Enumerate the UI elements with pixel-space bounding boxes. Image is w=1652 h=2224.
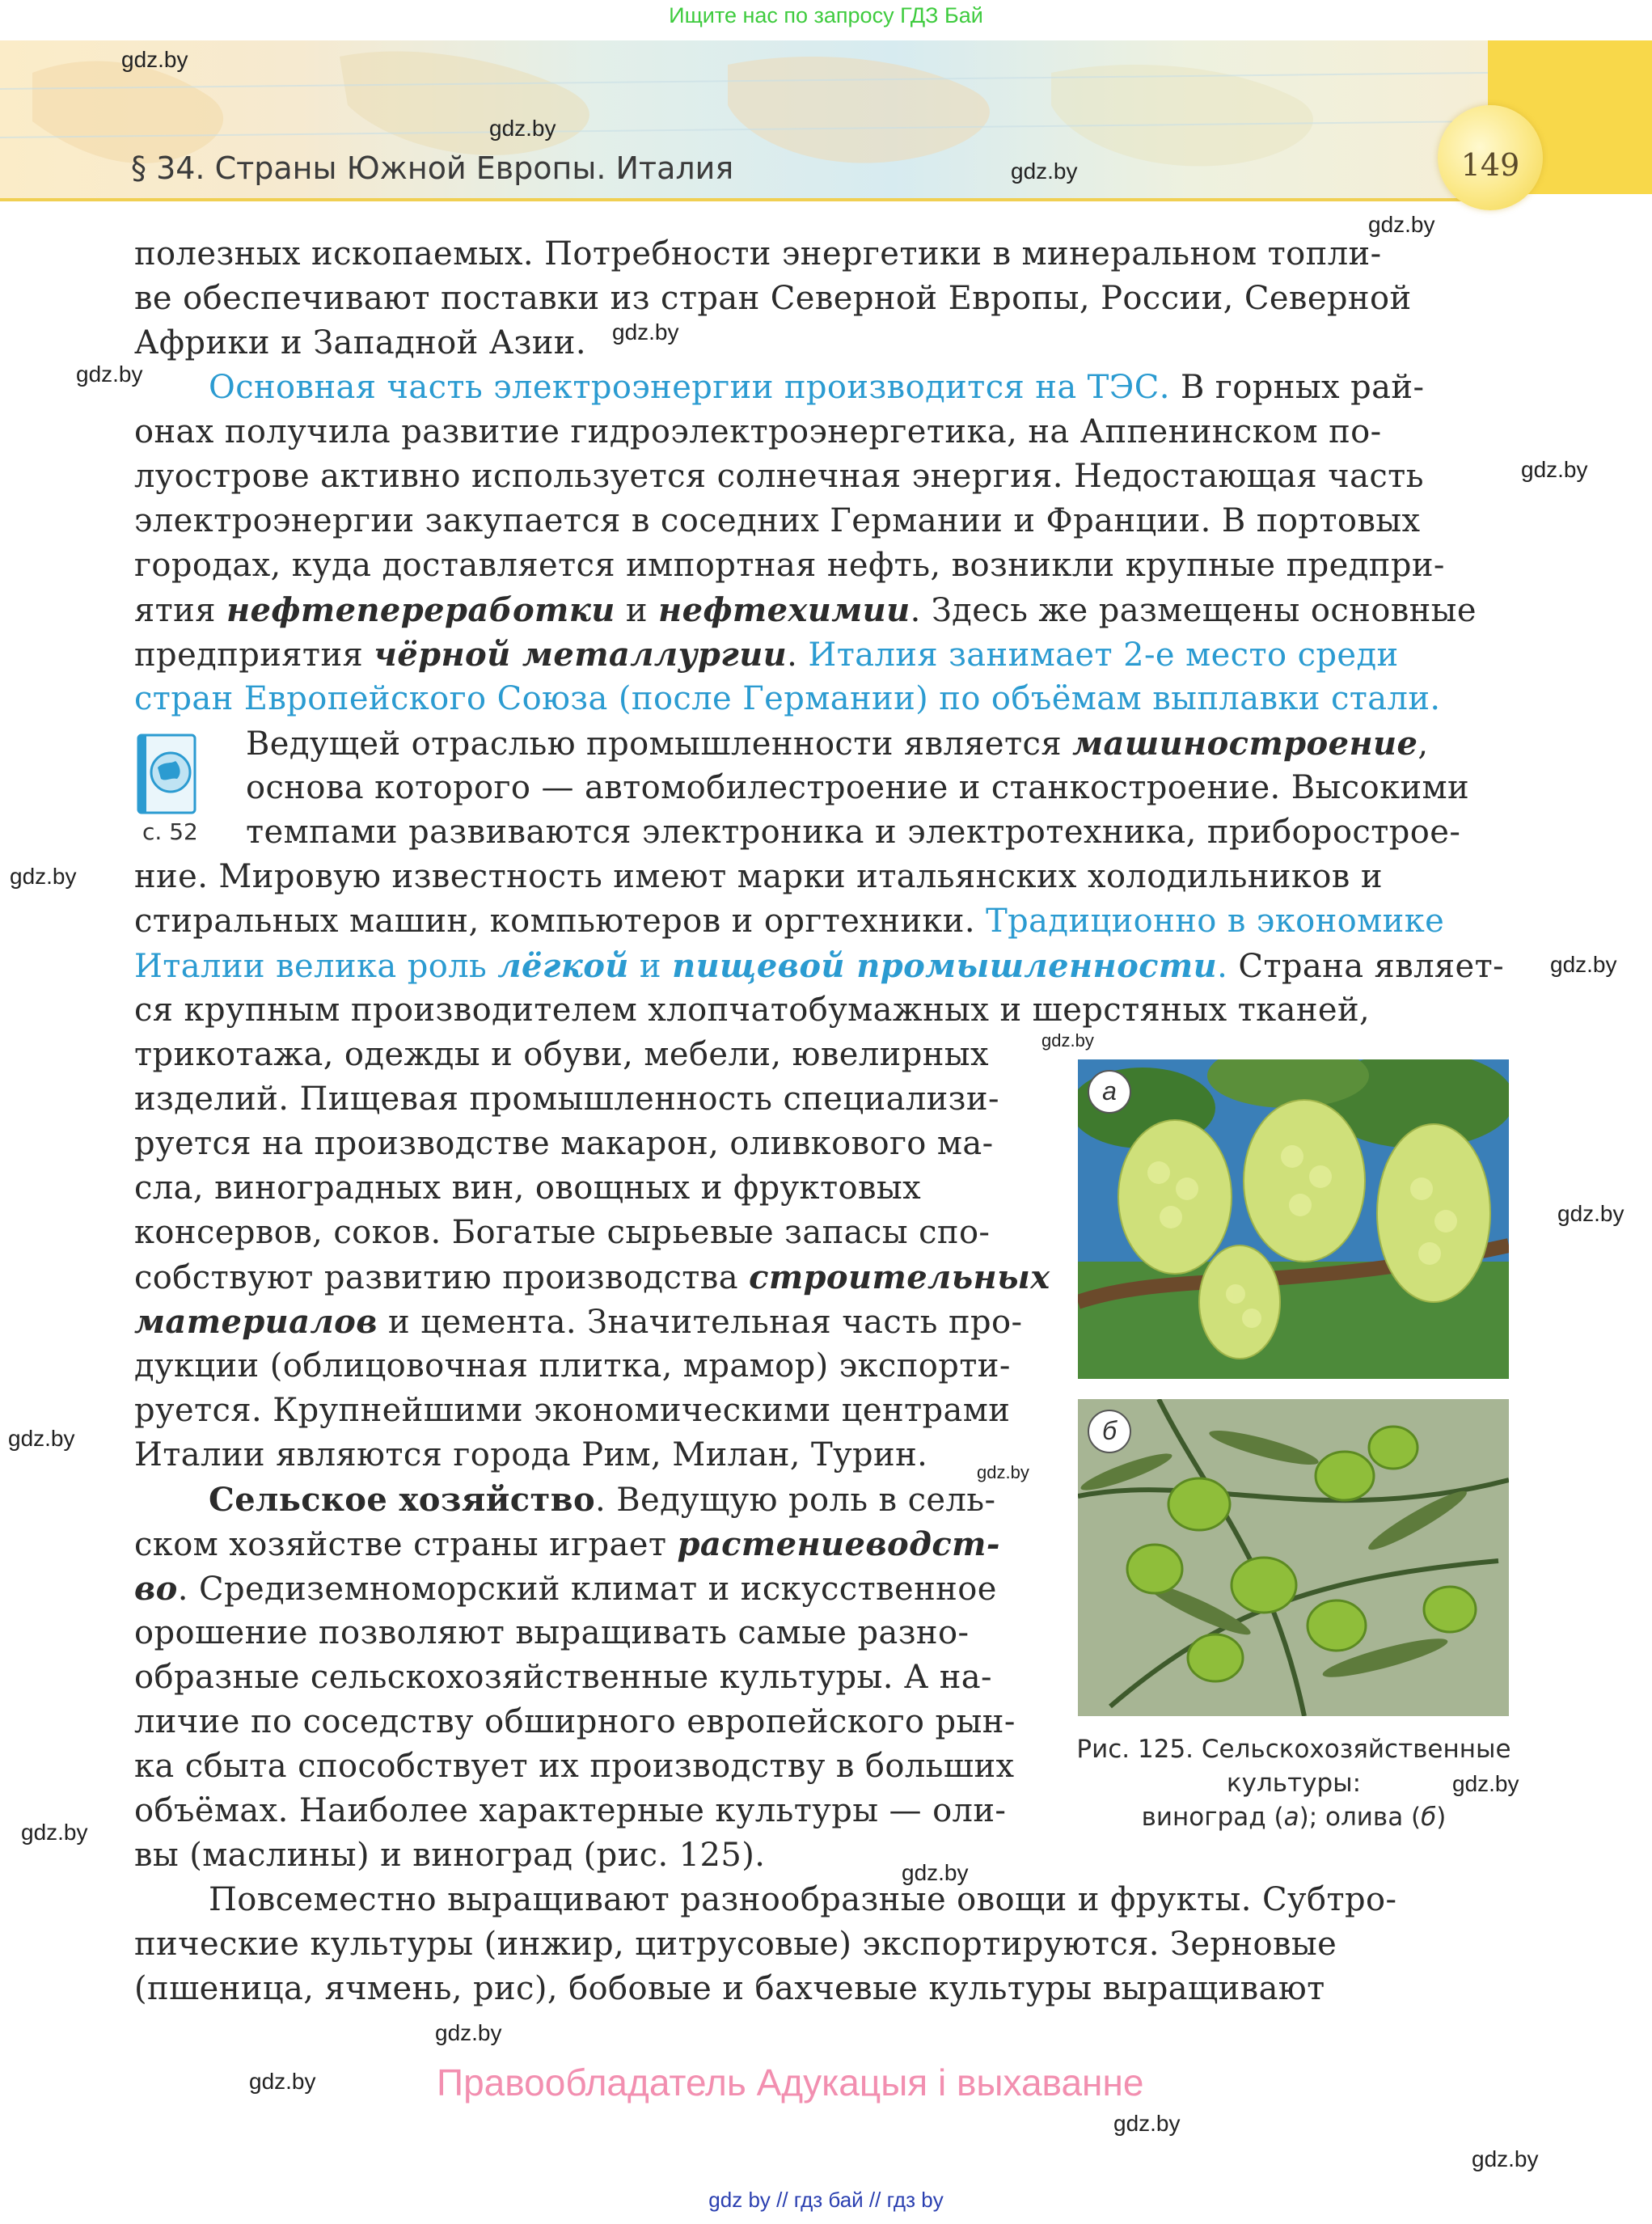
term-machine-building: машиностроение	[1072, 725, 1418, 763]
copyright-notice: Правообладатель Адукацыя і выхаванне	[437, 2061, 1144, 2103]
term-oil-refining: нефтепереработки	[226, 591, 615, 629]
p3-line-9: изделий. Пищевая промышленность специализи-	[134, 1080, 999, 1118]
p4-line-8: объёмах. Наиболее характерные культуры — оли-	[134, 1792, 1007, 1829]
olives-photo	[1078, 1399, 1509, 1716]
watermark: gdz.by	[1041, 1030, 1094, 1051]
p3-line-15: дукции (облицовочная плитка, мрамор) экспорти-	[134, 1347, 1011, 1385]
p2-line-1	[209, 366, 1424, 410]
text-run: . Ведущую роль в сель-	[595, 1482, 996, 1519]
photo-label-a: а	[1088, 1070, 1131, 1114]
p2-line-5: городах, куда доставляется импортная нефть, возникли крупные предпри-	[134, 547, 1445, 584]
text-run: Ведущей отраслью промышленности является	[246, 725, 1073, 763]
p2-highlight: Основная часть электроэнергии производится на ТЭС.	[209, 369, 1170, 406]
p2-highlight-steel: Италия занимает 2-е место среди	[808, 636, 1399, 674]
term-crop-production-end: во	[134, 1570, 178, 1608]
photo-label-b: б	[1088, 1410, 1131, 1453]
term-light-industry: лёгкой	[497, 947, 629, 985]
section-title: § 34. Страны Южной Европы. Италия	[131, 150, 734, 186]
page-number: 149	[1460, 147, 1520, 183]
p3-line-17: Италии являются города Рим, Милан, Турин.	[134, 1436, 928, 1474]
p3-line-8: трикотажа, одежды и обуви, мебели, ювелирных	[134, 1036, 989, 1073]
text-run: а	[1283, 1803, 1299, 1832]
p3-line-12: консервов, соков. Богатые сырьевые запасы спо-	[134, 1214, 991, 1251]
p2-line-6	[134, 588, 1477, 633]
watermark: gdz.by	[21, 1820, 88, 1845]
watermark: gdz.by	[977, 1462, 1029, 1482]
text-run: Страна являет-	[1227, 948, 1505, 985]
p4-line-2	[134, 1522, 1000, 1567]
watermark: gdz.by	[8, 1426, 75, 1451]
watermark: gdz.by	[1472, 2146, 1539, 2171]
text-run: собствуют развитию производства	[134, 1259, 750, 1296]
text-run: и	[615, 592, 659, 629]
term-agriculture: Сельское хозяйство	[209, 1481, 596, 1519]
caption-line-2: культуры:	[1226, 1769, 1362, 1798]
caption-line-1: Рис. 125. Сельскохозяйственные	[1076, 1735, 1511, 1764]
term-ferrous-metallurgy: чёрной металлургии	[374, 636, 788, 674]
watermark: gdz.by	[612, 319, 679, 345]
p3-line-13	[134, 1255, 1050, 1300]
p4-line-9: вы (маслины) и виноград (рис. 125).	[134, 1837, 766, 1874]
watermark: gdz.by	[435, 2020, 502, 2045]
text-run: ); олива (	[1299, 1803, 1422, 1832]
term-building: строительных	[749, 1258, 1050, 1296]
p4-line-7: ка сбыта способствует их производству в больших	[134, 1748, 1015, 1785]
text-run: )	[1436, 1803, 1447, 1832]
p4-line-5: образные сельскохозяйственные культуры. А на-	[134, 1659, 992, 1696]
text-run: ском хозяйстве страны играет	[134, 1526, 678, 1563]
text-run: и	[628, 948, 673, 985]
text-run: ятия	[134, 592, 226, 629]
watermark: gdz.by	[10, 864, 77, 889]
term-crop-production: растениеводст-	[677, 1525, 1000, 1563]
p3-line-16: руется. Крупнейшими экономическими центрами	[134, 1392, 1011, 1429]
caption-line-3	[1059, 1800, 1528, 1834]
p2-line-2: онах получила развитие гидроэлектроэнергетика, на Аппенинском по-	[134, 413, 1382, 450]
watermark: gdz.by	[489, 116, 556, 141]
watermark: gdz.by	[1113, 2111, 1181, 2136]
p2-line-1-rest: В горных рай-	[1169, 369, 1425, 406]
text-run: б	[1421, 1803, 1437, 1832]
p5-line-3: (пшеница, ячмень, рис), бобовые и бахчевые культуры выращивают	[134, 1970, 1325, 2007]
p3-line-1	[246, 721, 1428, 767]
term-food-industry: пищевой промышленности	[672, 947, 1218, 985]
p3-line-3: темпами развиваются электроника и электротехника, приборострое-	[246, 814, 1461, 851]
p1-line-2: ве обеспечивают поставки из стран Северной Европы, России, Северной	[134, 280, 1412, 317]
atlas-page-ref: с. 52	[142, 818, 198, 845]
watermark: gdz.by	[1368, 212, 1435, 237]
p3-highlight: Традиционно в экономике	[986, 903, 1445, 940]
top-search-notice: Ищите нас по запросу ГДЗ Бай	[669, 3, 983, 27]
text-run: . Средиземноморский климат и искусственное	[177, 1571, 997, 1608]
p5-line-1: Повсеместно выращивают разнообразные овощи и фрукты. Субтро-	[209, 1881, 1397, 1918]
p1-line-3: Африки и Западной Азии.	[134, 324, 586, 362]
term-petrochemistry: нефтехимии	[658, 591, 911, 629]
p3-highlight-2: Италии велика роль	[134, 948, 498, 985]
watermark: gdz.by	[121, 47, 188, 72]
p3-line-4: ние. Мировую известность имеют марки итальянских холодильников и	[134, 858, 1383, 895]
text-run: .	[787, 636, 809, 674]
text-run: предприятия	[134, 636, 374, 674]
p3-line-5	[134, 899, 1444, 944]
p3-line-14	[134, 1300, 1022, 1345]
p3-line-10: руется на производстве макарон, оливкового ма-	[134, 1125, 994, 1162]
text-run: стиральных машин, компьютеров и оргтехники.	[134, 903, 987, 940]
p4-line-6: личие по соседству обширного европейского рын-	[134, 1703, 1016, 1740]
p2-line-3: луострове активно используется солнечная энергия. Недостающая часть	[134, 458, 1424, 495]
atlas-book-icon	[133, 732, 200, 817]
p2-line-8: стран Европейского Союза (после Германии) по объёмам выплавки стали.	[134, 680, 1441, 717]
text-run: .	[1217, 948, 1228, 985]
watermark: gdz.by	[1011, 159, 1078, 184]
p3-line-11: сла, виноградных вин, овощных и фруктовых	[134, 1169, 922, 1207]
p4-line-1	[209, 1478, 995, 1523]
p3-line-2: основа которого — автомобилестроение и станкостроение. Высокими	[246, 769, 1470, 806]
watermark: gdz.by	[1557, 1201, 1625, 1226]
text-run: . Здесь же размещены основные	[910, 592, 1477, 629]
term-materials: материалов	[134, 1303, 378, 1341]
watermark: gdz.by	[249, 2069, 316, 2094]
watermark: gdz.by	[902, 1860, 969, 1885]
p5-line-2: пические культуры (инжир, цитрусовые) экспортируются. Зерновые	[134, 1926, 1337, 1963]
p3-line-6	[134, 944, 1504, 989]
watermark: gdz.by	[1452, 1771, 1519, 1796]
p1-line-1: полезных ископаемых. Потребности энергетики в минеральном топли-	[134, 235, 1382, 273]
watermark: gdz.by	[76, 362, 143, 387]
grapes-photo	[1078, 1059, 1509, 1379]
text-run: ,	[1418, 725, 1429, 763]
p4-line-4: орошение позволяют выращивать самые разно-	[134, 1614, 970, 1651]
text-run: и цемента. Значительная часть про-	[377, 1304, 1023, 1341]
watermark: gdz.by	[1550, 952, 1617, 977]
p2-line-7	[134, 632, 1399, 678]
text-run: виноград (	[1141, 1803, 1284, 1832]
p2-line-4: электроэнергии закупается в соседних Германии и Франции. В портовых	[134, 502, 1421, 539]
watermark: gdz.by	[1521, 457, 1588, 482]
p4-line-3	[134, 1567, 997, 1612]
footer-links[interactable]: gdz by // гдз бай // гдз by	[708, 2188, 944, 2212]
p3-line-7: ся крупным производителем хлопчатобумажных и шерстяных тканей,	[134, 991, 1371, 1029]
